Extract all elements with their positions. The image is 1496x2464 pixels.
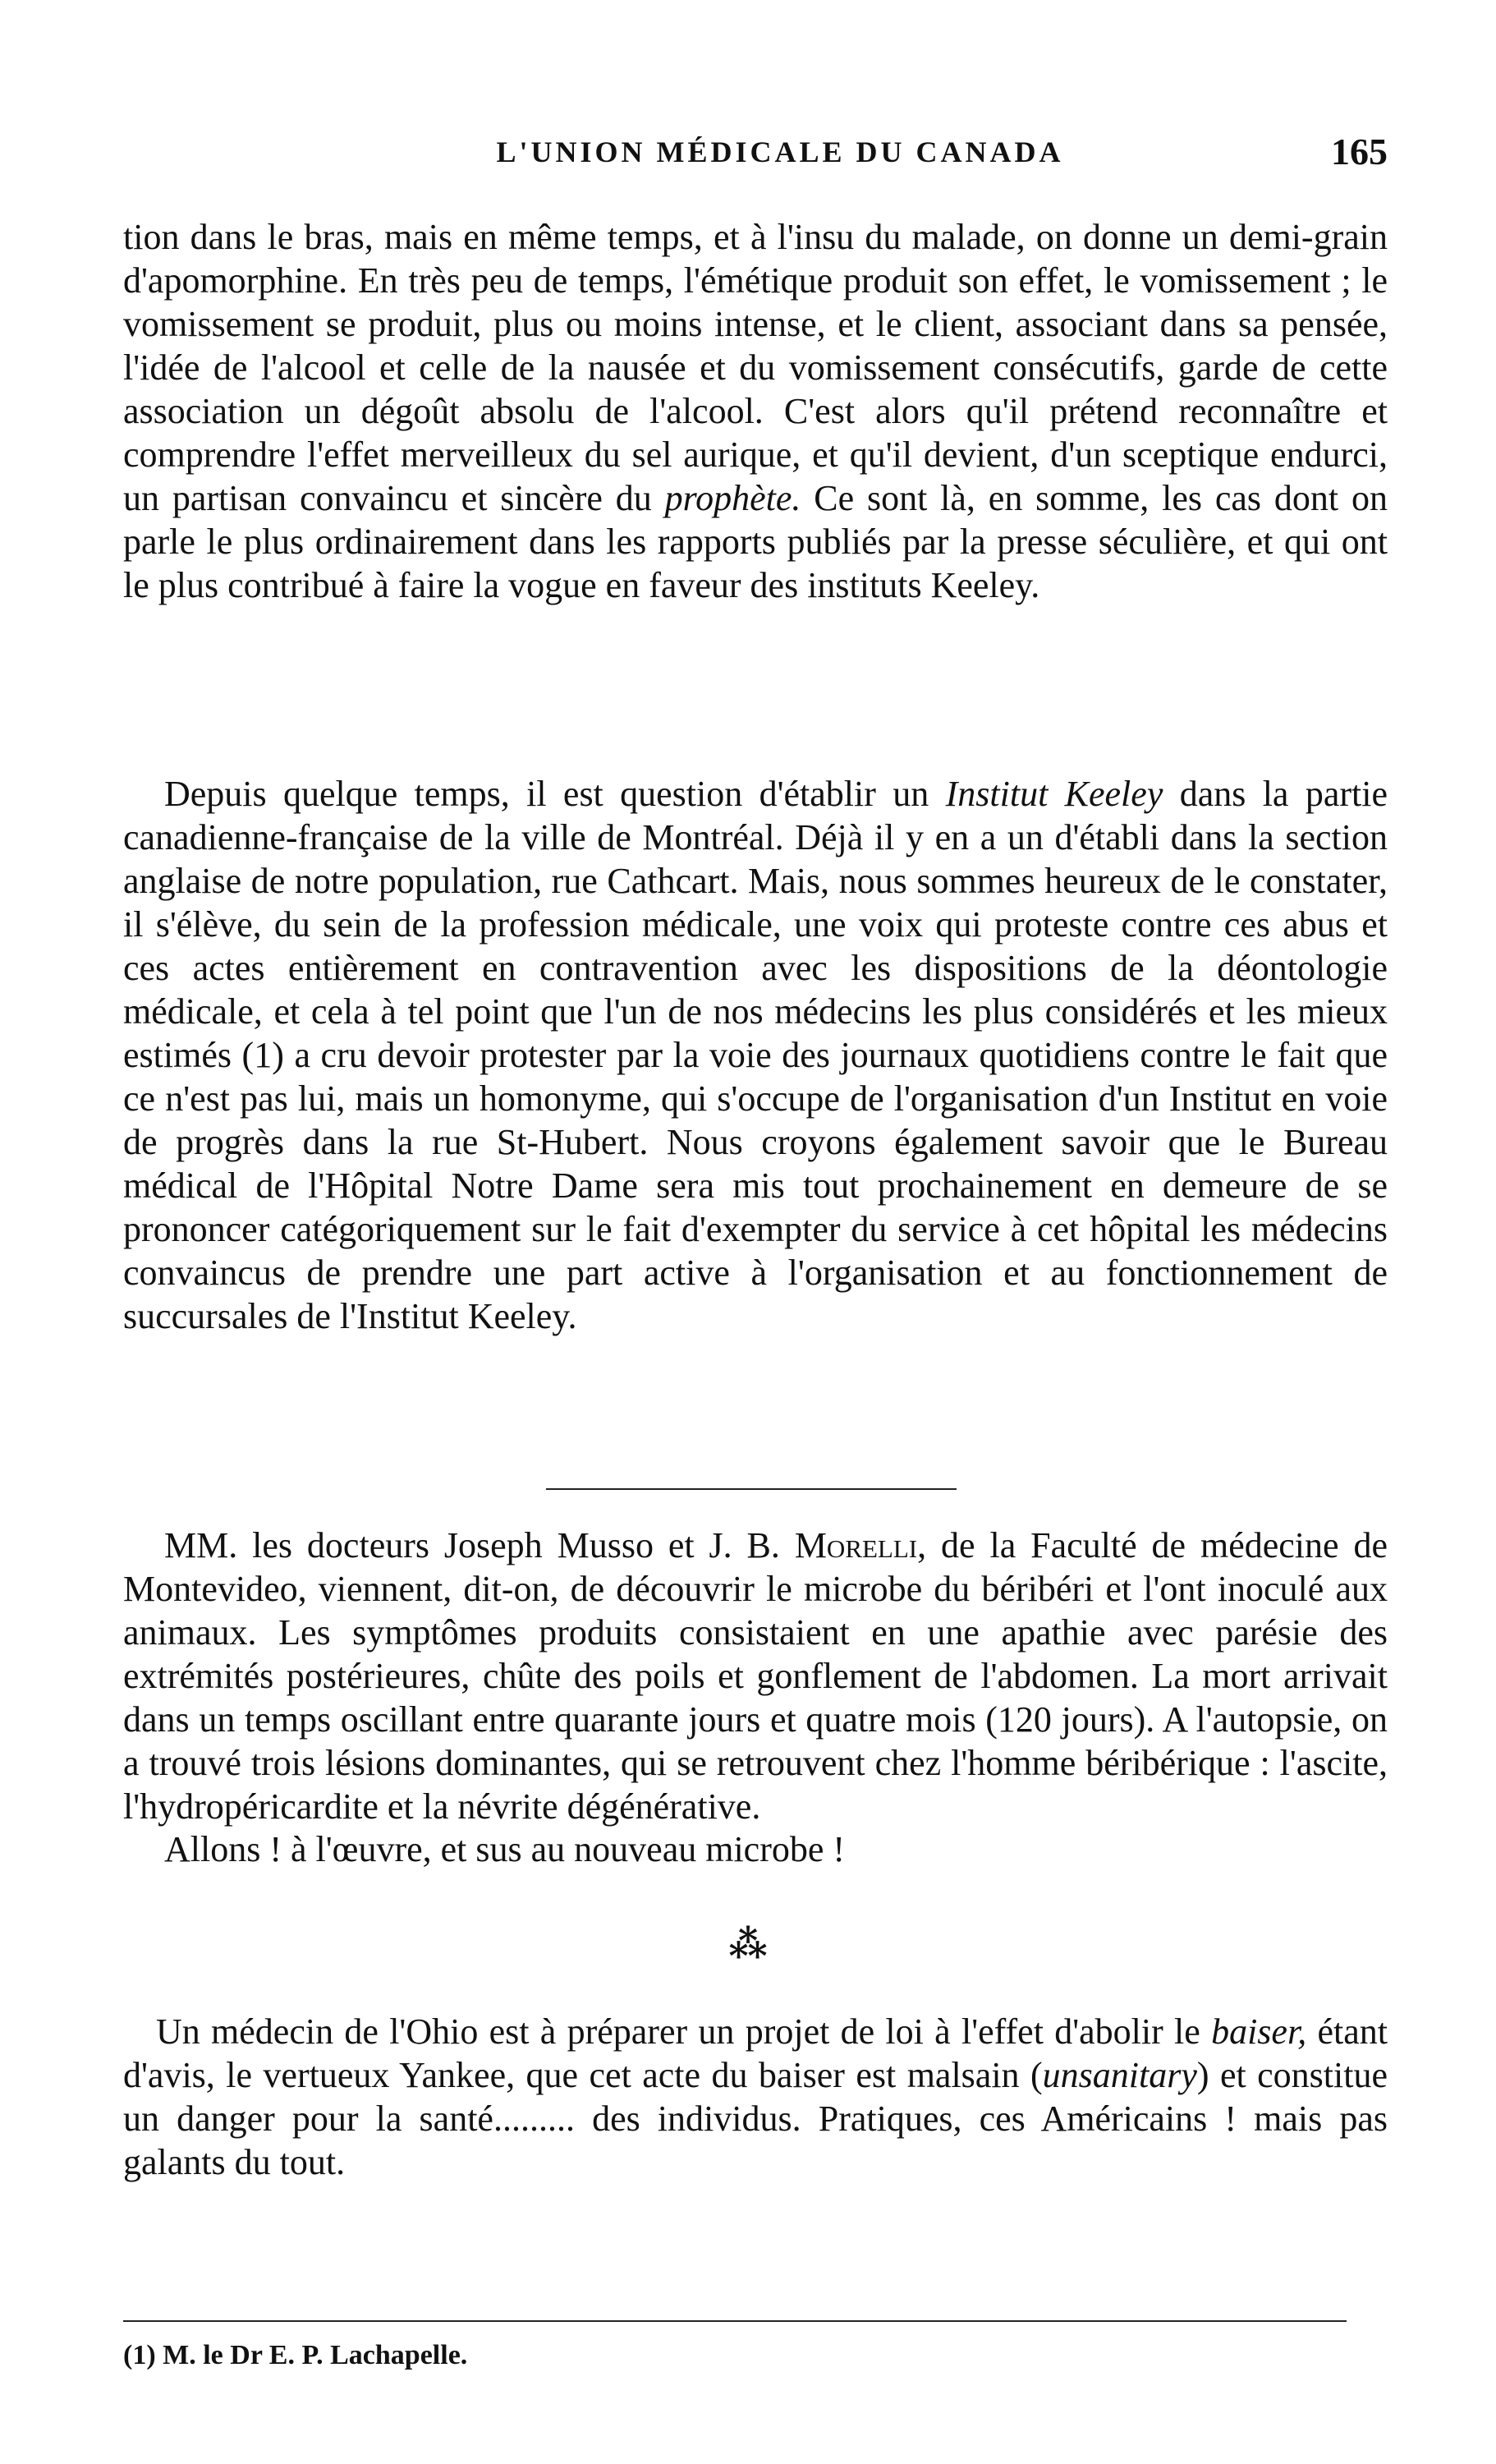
journal-title: L'UNION MÉDICALE DU CANADA <box>496 136 1064 168</box>
italic-baiser: baiser, <box>1211 2011 1307 2052</box>
smallcaps-morelli: Morelli <box>794 1525 918 1565</box>
italic-prophete: prophète. <box>664 478 801 518</box>
section-divider <box>546 1488 957 1490</box>
paragraph-text: étant d'avis, le vertueux Yankee, que cet acte du baiser est malsain ( <box>123 2011 1388 2095</box>
paragraph-text: dans la partie canadienne-française de la ville de Montréal. Déjà il y en a un d'établi dans la section anglaise de notre population, rue Cathcart. Mais, nous sommes heureux de le constater, il s'élève, du sein de la profession médicale, une voix qui proteste contre ces abus et ces actes entièrement en contravention avec les dispositions de la déontologie médicale, et cela à tel point que l'un de nos médecins les plus considérés et les mieux estimés (1) a cru devoir protester par la voie des journaux quotidiens contre le fait que ce n'est pas lui, mais un homonyme, qui s'occupe de l'organisation d'un Institut en voie de progrès dans la rue St-Hubert. Nous croyons également savoir que le Bureau médical de l'Hôpital Notre Dame sera mis tout prochainement en demeure de se prononcer catégoriquement sur le fait d'exempter du service à cet hôpital les médecins convaincus de prendre une part active à l'organisation et au fonctionnement de succursales de l'Institut Keeley. <box>123 774 1388 1336</box>
paragraph-text: Depuis quelque temps, il est question d'établir un <box>164 774 946 814</box>
paragraph-text: Un médecin de l'Ohio est à préparer un projet de loi à l'effet d'abolir le <box>156 2011 1212 2052</box>
paragraph-text: MM. les docteurs Joseph Musso et J. B. <box>164 1525 795 1565</box>
asterism-divider: ⁂ <box>728 1924 768 1965</box>
paragraph-keeley-treatment <box>123 215 1388 607</box>
paragraph-institut-keeley <box>123 772 1388 1338</box>
footnote: (1) M. le Dr E. P. Lachapelle. <box>123 2340 468 2370</box>
italic-unsanitary: unsanitary <box>1042 2055 1197 2095</box>
paragraph-text: tion dans le bras, mais en même temps, et à l'insu du malade, on donne un demi-grain d'apomorphine. En très peu de temps, l'émétique produit son effet, le vomissement ; le vomissement se produit, plus ou moins intense, et le client, associant dans sa pensée, l'idée de l'alcool et celle de la nausée et du vomissement consécutifs, garde de cette association un dégoût absolu de l'alcool. C'est alors qu'il prétend reconnaître et comprendre l'effet merveilleux du sel aurique, et qu'il devient, d'un sceptique endurci, un partisan convaincu et sincère du <box>123 217 1388 518</box>
paragraph-text: , de la Faculté de médecine de Montevideo, viennent, dit-on, de découvrir le microbe du béribéri et l'ont inoculé aux animaux. Les symptômes produits consistaient en une apathie avec parésie des extrémités postérieures, chûte des poils et gonflement de l'abdomen. La mort arrivait dans un temps oscillant entre quarante jours et quatre mois (120 jours). A l'autopsie, on a trouvé trois lésions dominantes, qui se retrouvent chez l'homme béribérique : l'ascite, l'hydropéricardite et la névrite dégénérative. <box>123 1525 1388 1827</box>
paragraph-ohio-baiser <box>123 2010 1388 2184</box>
paragraph-beriberi <box>123 1524 1388 1828</box>
paragraph-text: Ce sont là, en somme, les cas dont on parle le plus ordinairement dans les rapports publiés par la presse séculière, et qui ont le plus contribué à faire la vogue en faveur des instituts Keeley. <box>123 478 1388 605</box>
paragraph-text: ) et constitue un danger pour la santé......... des individus. Pratiques, ces Américains ! mais pas galants du tout. <box>123 2055 1388 2182</box>
paragraph-allons <box>123 1827 1388 1871</box>
italic-institut-keeley: Institut Keeley <box>945 774 1163 814</box>
running-head <box>123 131 1388 181</box>
page-number: 165 <box>1331 131 1388 172</box>
footnote-divider <box>123 2320 1347 2322</box>
paragraph-text: Allons ! à l'œuvre, et sus au nouveau microbe ! <box>164 1829 846 1869</box>
